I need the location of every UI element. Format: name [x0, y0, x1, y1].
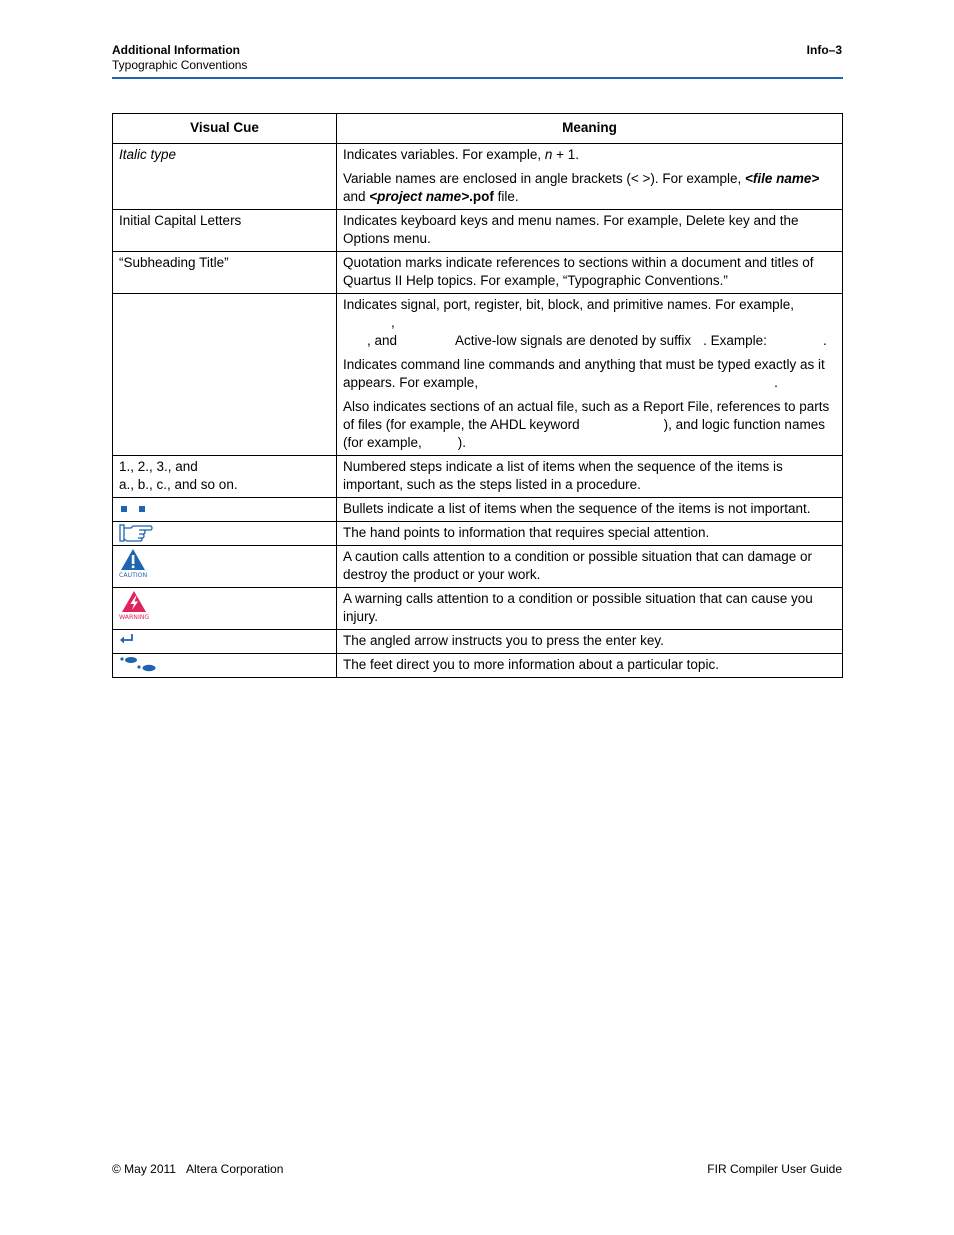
visual-cue-text: a., b., c., and so on.	[119, 477, 238, 492]
meaning-cell: Quotation marks indicate references to sections within a document and titles of Quartus II Help topics. For example, “Typographic Conventions.”	[337, 252, 843, 294]
meaning-cell: The feet direct you to more information about a particular topic.	[337, 654, 843, 678]
meaning-cell: The angled arrow instructs you to press the enter key.	[337, 630, 843, 654]
file-name-example: <file name>	[744, 171, 820, 186]
footer-guide-title: FIR Compiler User Guide	[707, 1162, 842, 1176]
variable-example: n	[544, 147, 553, 162]
meaning-cell: A warning calls attention to a condition or possible situation that can cause you injury.	[337, 588, 843, 630]
meaning-cell: The hand points to information that requires special attention.	[337, 522, 843, 546]
visual-cue-cell	[113, 588, 337, 630]
visual-cue-cell	[113, 546, 337, 588]
table-row	[113, 654, 843, 678]
meaning-text: ,	[391, 315, 395, 330]
visual-cue-cell: “Subheading Title”	[113, 252, 337, 294]
table-row	[113, 522, 843, 546]
table-row	[113, 498, 843, 522]
header-subsection-title: Typographic Conventions	[112, 58, 248, 72]
meaning-text: and	[343, 189, 370, 204]
table-row	[113, 294, 843, 456]
file-extension-example: .pof	[469, 189, 494, 204]
footer-copyright: © May 2011	[112, 1162, 176, 1176]
meaning-text: + 1.	[552, 147, 580, 162]
page-number: Info–3	[806, 43, 842, 57]
meaning-paragraph	[343, 146, 836, 164]
column-header-meaning: Meaning	[337, 114, 843, 144]
meaning-paragraph	[343, 170, 836, 206]
column-header-visual-cue: Visual Cue	[113, 114, 337, 144]
caution-label: CAUTION	[119, 572, 148, 578]
meaning-text: Also indicates sections of an actual file, such as a Report File, references to parts of files (for example, the AHDL keyword	[343, 399, 830, 432]
table-row	[113, 456, 843, 498]
meaning-text: Indicates variables. For example,	[343, 147, 545, 162]
visual-cue-text: 1., 2., 3., and	[119, 459, 198, 474]
visual-cue-text: Italic type	[119, 147, 177, 162]
meaning-paragraph	[343, 356, 836, 392]
meaning-text: Variable names are enclosed in angle brackets (< >). For example,	[343, 171, 745, 186]
visual-cue-cell: Initial Capital Letters	[113, 210, 337, 252]
meaning-text: Indicates signal, port, register, bit, block, and primitive names. For example,	[343, 297, 794, 312]
visual-cue-cell	[113, 498, 337, 522]
table-row	[113, 630, 843, 654]
meaning-cell	[337, 294, 843, 456]
warning-label: WARNING	[119, 614, 150, 620]
meaning-text: Active-low signals are denoted by suffix	[455, 333, 692, 348]
footer-company: Altera Corporation	[185, 1162, 284, 1176]
visual-cue-cell	[113, 294, 337, 456]
caution-icon	[119, 548, 330, 578]
meaning-text: ), and logic function names (for example,	[343, 417, 825, 450]
visual-cue-cell	[113, 630, 337, 654]
pointing-hand-icon	[119, 524, 330, 542]
meaning-text: ).	[457, 435, 467, 450]
meaning-cell: A caution calls attention to a condition or possible situation that can damage or destroy the product or your work.	[337, 546, 843, 588]
meaning-text: file.	[493, 189, 519, 204]
running-header	[112, 43, 247, 73]
table-header-row	[113, 114, 843, 144]
meaning-cell: Bullets indicate a list of items when the sequence of the items is not important.	[337, 498, 843, 522]
typographic-conventions-table	[112, 113, 843, 678]
visual-cue-cell	[113, 522, 337, 546]
meaning-text: , and	[367, 333, 398, 348]
meaning-text: . Example:	[703, 333, 767, 348]
table-row	[113, 546, 843, 588]
project-name-example: <project name>	[369, 189, 470, 204]
table-row	[113, 252, 843, 294]
enter-arrow-icon	[119, 632, 330, 646]
meaning-text: .	[822, 333, 827, 348]
meaning-cell	[337, 144, 843, 210]
visual-cue-cell	[113, 144, 337, 210]
meaning-cell: Indicates keyboard keys and menu names. For example, Delete key and the Options menu.	[337, 210, 843, 252]
visual-cue-cell	[113, 456, 337, 498]
feet-icon	[119, 656, 330, 672]
meaning-cell: Numbered steps indicate a list of items when the sequence of the items is important, such as the steps listed in a procedure.	[337, 456, 843, 498]
meaning-text: Indicates command line commands and anything that must be typed exactly as it appears. For example,	[343, 357, 825, 390]
footer-left	[112, 1162, 283, 1176]
visual-cue-cell	[113, 654, 337, 678]
table-row	[113, 210, 843, 252]
warning-icon	[119, 590, 330, 620]
square-bullets-icon	[119, 501, 155, 516]
table-row	[113, 588, 843, 630]
meaning-text: .	[774, 375, 778, 390]
header-section-title: Additional Information	[112, 43, 240, 57]
table-row	[113, 144, 843, 210]
meaning-paragraph	[343, 296, 836, 350]
meaning-paragraph	[343, 398, 836, 452]
header-rule	[112, 77, 843, 79]
